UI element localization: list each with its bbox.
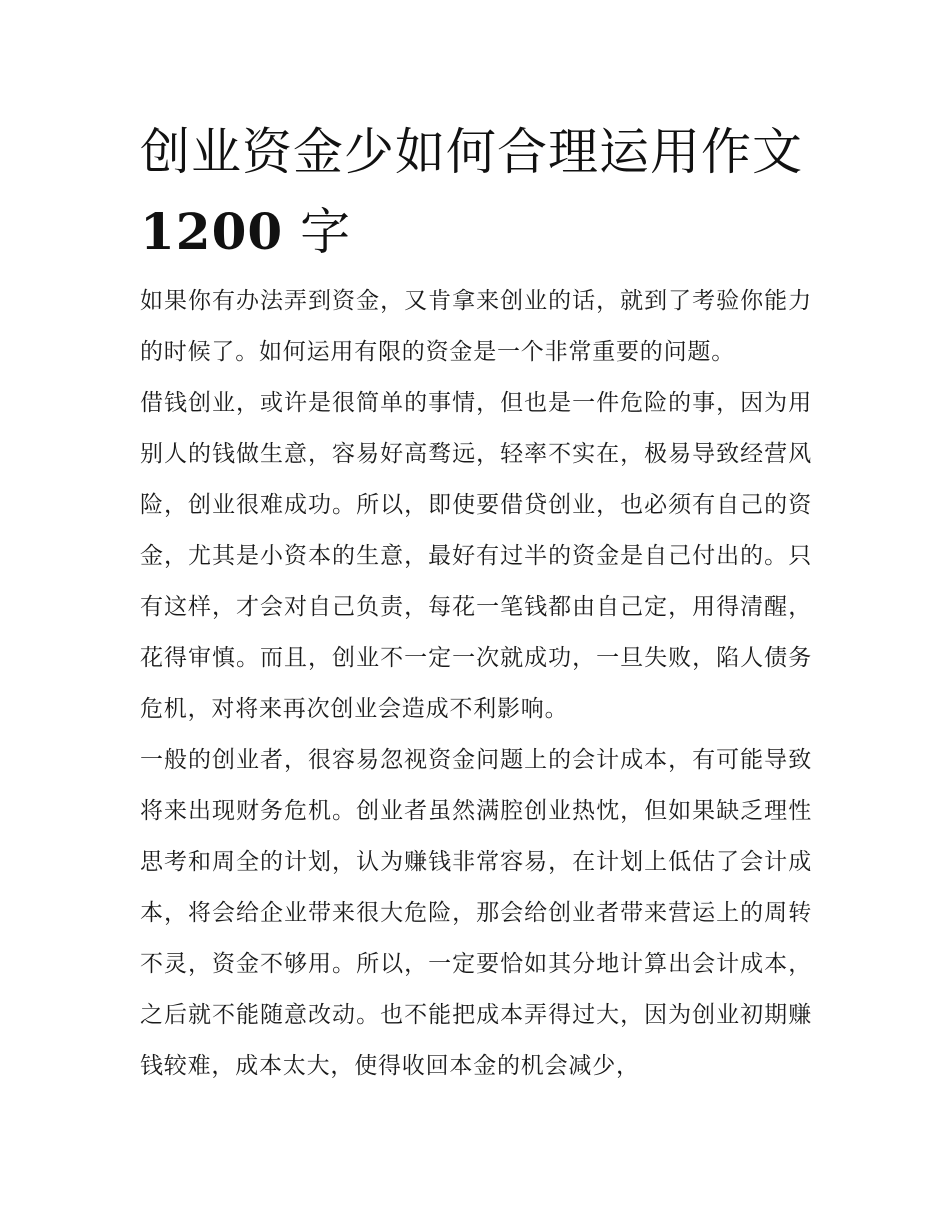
document-body (140, 276, 812, 1092)
paragraph-2: 借钱创业，或许是很简单的事情，但也是一件危险的事，因为用别人的钱做生意，容易好高骛远，轻率不实在，极易导致经营风险，创业很难成功。所以，即使要借贷创业，也必须有自己的资金，尤其是小资本的生意，最好有过半的资金是自己付出的。只有这样，才会对自己负责，每花一笔钱都由自己定，用得清醒，花得审慎。而且，创业不一定一次就成功，一旦失败，陷人债务危机，对将来再次创业会造成不利影响。 (140, 390, 812, 722)
title-suffix: 字 (283, 203, 352, 261)
paragraph-3: 一般的创业者，很容易忽视资金问题上的会计成本，有可能导致将来出现财务危机。创业者虽然满腔创业热忱，但如果缺乏理性思考和周全的计划，认为赚钱非常容易，在计划上低估了会计成本，将会给企业带来很大危险，那会给创业者带来营运上的周转不灵，资金不够用。所以，一定要恰如其分地计算出会计成本，之后就不能随意改动。也不能把成本弄得过大，因为创业初期赚钱较难，成本太大，使得收回本金的机会减少， (140, 747, 812, 1079)
document-title (140, 112, 820, 272)
title-number: 1200 (140, 202, 284, 261)
title-line-1: 创业资金少如何合理运用作文 (140, 123, 803, 181)
paragraph-1: 如果你有办法弄到资金，又肯拿来创业的话，就到了考验你能力的时候了。如何运用有限的资金是一个非常重要的问题。 (140, 288, 812, 365)
